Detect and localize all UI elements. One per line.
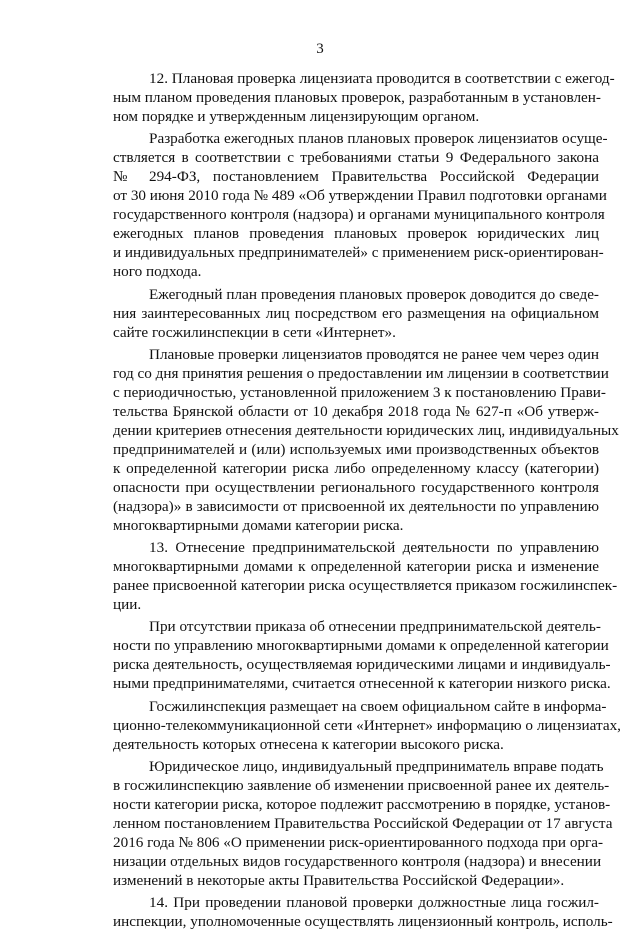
paragraph — [113, 129, 608, 281]
text-line: Госжилинспекция размещает на своем официальном сайте в информа- — [149, 697, 607, 715]
paragraph — [113, 69, 615, 126]
text-line: опасности при осуществлении регионального государственного контроля — [113, 478, 599, 496]
text-line: с периодичностью, установленной приложением 3 к постановлению Прави- — [113, 383, 606, 401]
paragraph — [113, 893, 613, 931]
text-line: ности по управлению многоквартирными домами к определенной категории — [113, 637, 609, 655]
text-line: ния заинтересованных лиц посредством его размещения на официальном — [113, 304, 599, 322]
text-line: 13. Отнесение предпринимательской деятельности по управлению — [149, 539, 599, 557]
text-line: ности категории риска, которое подлежит рассмотрению в порядке, установ- — [113, 795, 611, 813]
text-line: государственного контроля (надзора) и органами муниципального контроля — [113, 206, 605, 224]
text-line: ствляется в соответствии с требованиями статьи 9 Федерального закона — [113, 149, 599, 167]
text-line: (надзора)» в зависимости от присвоенной их деятельности по управлению — [113, 498, 599, 516]
text-line: ционно-телекоммуникационной сети «Интернет» информацию о лицензиатах, — [113, 716, 621, 734]
paragraph — [113, 617, 611, 693]
paragraph — [113, 285, 599, 342]
text-line: многоквартирными домами категории риска. — [113, 517, 404, 535]
text-line: ном порядке и утвержденным лицензирующим органом. — [113, 108, 480, 126]
text-line: деятельность которых отнесена к категории высокого риска. — [113, 735, 504, 753]
text-line: от 30 июня 2010 года № 489 «Об утверждении Правил подготовки органами — [113, 187, 607, 205]
text-line: риска деятельность, осуществляемая юридическими лицами и индивидуаль- — [113, 656, 611, 674]
paragraph — [113, 345, 619, 535]
text-line: 2016 года № 806 «О применении риск-ориентированного подхода при орга- — [113, 833, 604, 851]
text-line: Ежегодный план проведения плановых проверок доводится до сведе- — [149, 285, 599, 303]
text-line: к определенной категории риска либо определенному классу (категории) — [113, 459, 599, 477]
text-line: в госжилинспекцию заявление об изменении присвоенной ранее их деятель- — [113, 776, 610, 794]
page-number: 3 — [316, 41, 324, 57]
paragraph — [113, 538, 618, 614]
document-body — [113, 69, 621, 934]
text-line: год со дня принятия решения о предоставлении им лицензии в соответствии — [113, 364, 609, 382]
text-line: сайте госжилинспекции в сети «Интернет». — [113, 323, 396, 341]
text-line: изменений в некоторые акты Правительства Российской Федерации». — [113, 871, 565, 889]
text-line: ции. — [113, 596, 142, 614]
text-line: ными предпринимателями, считается отнесенной к категории низкого риска. — [113, 675, 611, 693]
text-line: ным планом проведения плановых проверок, разработанным в установлен- — [113, 89, 601, 107]
text-line: ленном постановлением Правительства Российской Федерации от 17 августа — [113, 814, 613, 832]
text-line: тельства Брянской области от 10 декабря 2018 года № 627-п «Об утверж- — [113, 402, 599, 420]
text-line: При отсутствии приказа об отнесении предпринимательской деятель- — [149, 618, 601, 636]
text-line: ежегодных планов проведения плановых проверок юридических лиц — [113, 225, 599, 243]
text-line: и индивидуальных предпринимателей» с применением риск-ориентирован- — [113, 244, 604, 262]
text-line: Плановые проверки лицензиатов проводятся не ранее чем через один — [149, 345, 599, 363]
text-line: 12. Плановая проверка лицензиата проводится в соответствии с ежегод- — [149, 70, 615, 87]
text-line: № 294-ФЗ, постановлением Правительства Российской Федерации — [113, 168, 599, 186]
text-line: предпринимателей и (или) используемых ими производственных объектов — [113, 440, 599, 458]
paragraph — [113, 697, 621, 754]
text-line: Разработка ежегодных планов плановых проверок лицензиатов осуще- — [149, 130, 608, 148]
text-line: дении критериев отнесения деятельности юридических лиц, индивидуальных — [113, 421, 619, 439]
paragraph — [113, 757, 613, 890]
text-line: многоквартирными домами к определенной категории риска и изменение — [113, 558, 599, 576]
text-line: инспекции, уполномоченные осуществлять лицензионный контроль, исполь- — [113, 913, 613, 931]
text-line: 14. При проведении плановой проверки должностные лица госжил- — [149, 893, 599, 911]
text-line: ранее присвоенной категории риска осуществляется приказом госжилинспек- — [113, 577, 618, 595]
text-line: Юридическое лицо, индивидуальный предприниматель вправе подать — [149, 757, 604, 775]
text-line: низации отдельных видов государственного контроля (надзора) и внесении — [113, 852, 602, 870]
text-line: ного подхода. — [113, 263, 202, 281]
